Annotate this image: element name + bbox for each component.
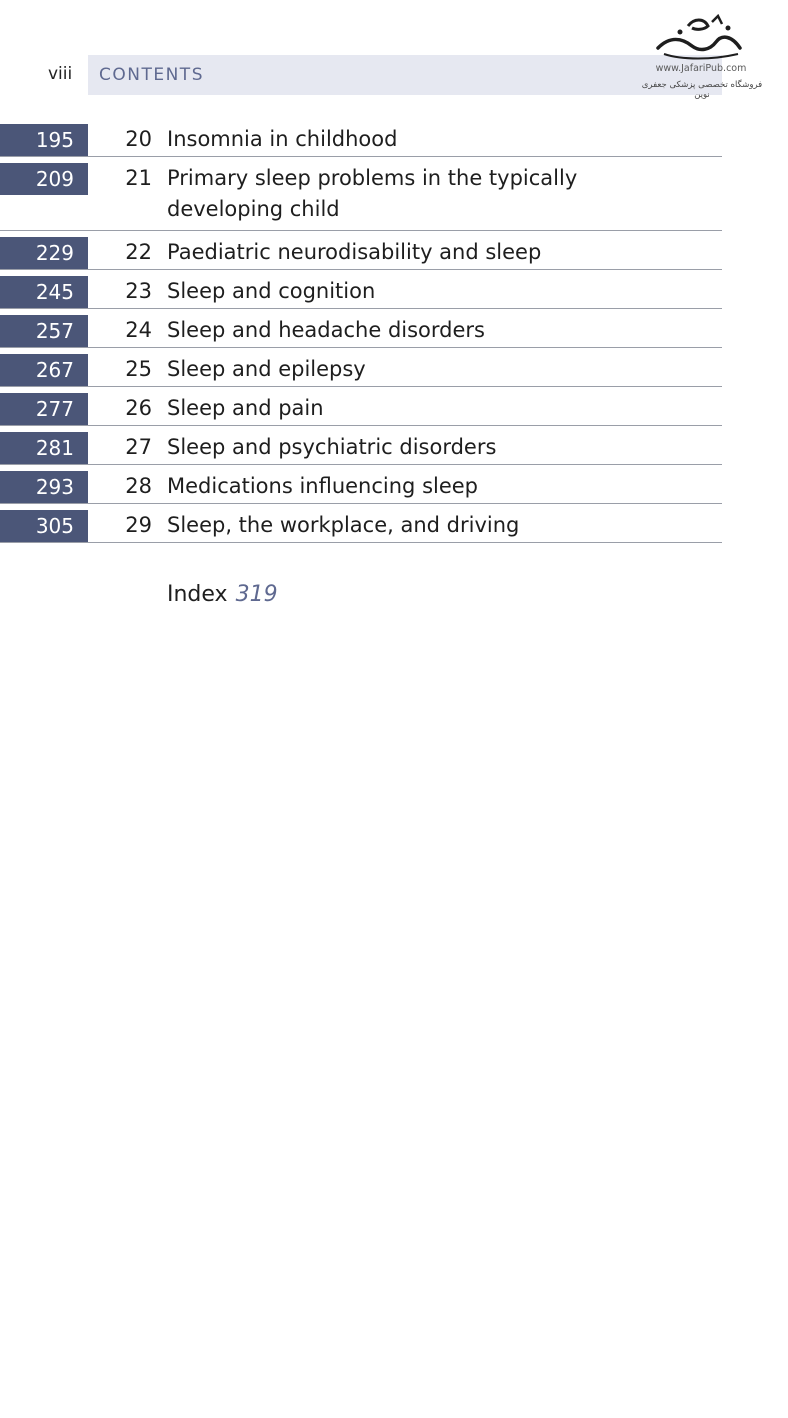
toc-chapter-title: Sleep and epilepsy — [167, 357, 366, 381]
toc-chapter-number: 25 — [125, 357, 152, 381]
toc-entry[interactable] — [0, 314, 722, 348]
toc-chapter-title: Sleep and headache disorders — [167, 318, 485, 342]
watermark-url: www.JafariPub.com — [655, 63, 747, 74]
toc-chapter-number: 20 — [125, 127, 152, 151]
toc-entry[interactable] — [0, 392, 722, 426]
watermark-subtitle: فروشگاه تخصصی پزشکی جعفری نوین — [641, 80, 763, 100]
page-number: viii — [48, 64, 73, 84]
toc-entry[interactable] — [0, 123, 722, 157]
toc-chapter-number: 28 — [125, 474, 152, 498]
toc-chapter-number: 27 — [125, 435, 152, 459]
toc-page-number: 229 — [0, 237, 88, 269]
toc-page-number: 245 — [0, 276, 88, 308]
toc-entry[interactable] — [0, 162, 722, 231]
toc-chapter-title: Sleep, the workplace, and driving — [167, 513, 520, 537]
index-page-number: 319 — [235, 582, 278, 607]
toc-page-number: 209 — [0, 163, 88, 195]
toc-entry[interactable] — [0, 470, 722, 504]
toc-chapter-number: 29 — [125, 513, 152, 537]
toc-page-number: 257 — [0, 315, 88, 347]
toc-page-number: 305 — [0, 510, 88, 542]
toc-entry[interactable] — [0, 431, 722, 465]
toc-entry[interactable] — [0, 509, 722, 543]
toc-page-number: 267 — [0, 354, 88, 386]
index-label: Index — [167, 582, 228, 607]
toc-chapter-number: 24 — [125, 318, 152, 342]
toc-page-number: 195 — [0, 124, 88, 156]
toc-chapter-title: Sleep and pain — [167, 396, 324, 420]
toc-chapter-title: Insomnia in childhood — [167, 127, 398, 151]
toc-chapter-number: 22 — [125, 240, 152, 264]
toc-page-number: 281 — [0, 432, 88, 464]
running-header — [88, 55, 722, 95]
header-title: CONTENTS — [99, 65, 204, 85]
index-entry[interactable] — [167, 582, 278, 607]
table-of-contents — [0, 123, 722, 543]
toc-chapter-number: 26 — [125, 396, 152, 420]
toc-chapter-title: Sleep and cognition — [167, 279, 376, 303]
publisher-watermark — [636, 14, 776, 100]
toc-entry[interactable] — [0, 275, 722, 309]
toc-chapter-title: Paediatric neurodisability and sleep — [167, 240, 542, 264]
toc-chapter-title: Primary sleep problems in the typically developing child — [167, 166, 578, 221]
toc-chapter-title: Medications influencing sleep — [167, 474, 479, 498]
toc-entry[interactable] — [0, 353, 722, 387]
toc-chapter-title: Sleep and psychiatric disorders — [167, 435, 497, 459]
toc-chapter-number: 23 — [125, 279, 152, 303]
calligraphy-logo-icon — [652, 14, 748, 62]
toc-chapter-number: 21 — [125, 166, 152, 190]
toc-entry[interactable] — [0, 236, 722, 270]
toc-page-number: 293 — [0, 471, 88, 503]
toc-page-number: 277 — [0, 393, 88, 425]
